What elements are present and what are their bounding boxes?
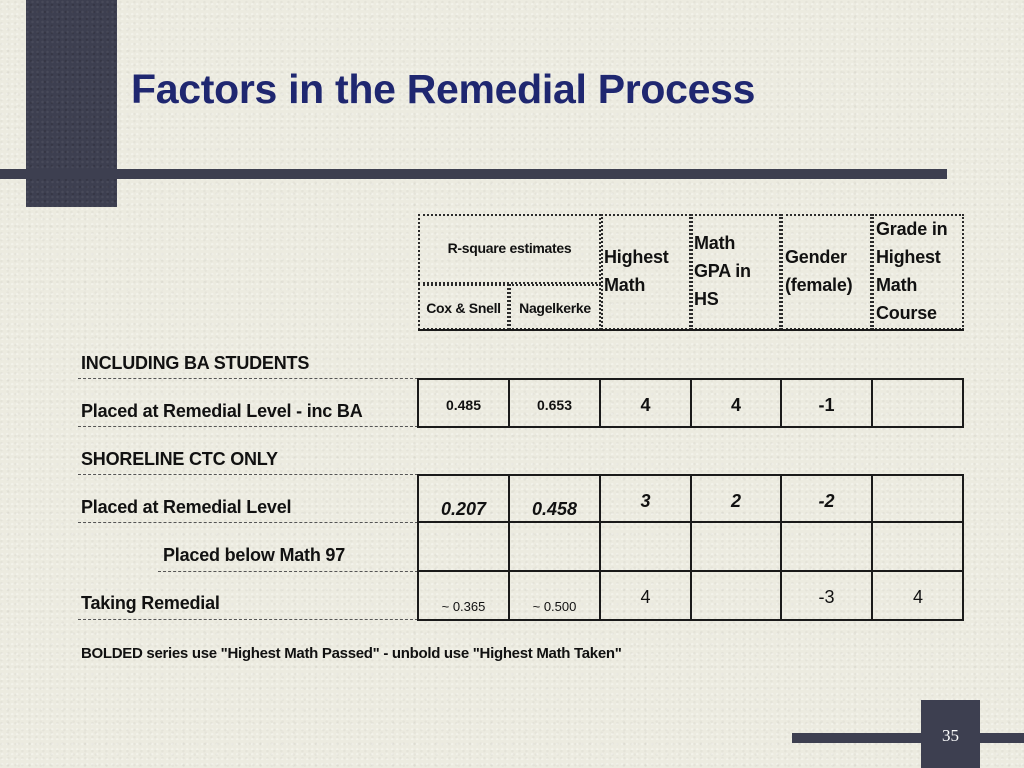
inc-ba-cox-snell: 0.485: [445, 397, 482, 413]
inc-ba-math-gpa: 4: [730, 395, 741, 415]
taking-remedial-grade: 4: [912, 587, 923, 607]
section-including-ba: INCLUDING BA STUDENTS: [81, 353, 310, 373]
decorative-bottom-bar: [792, 733, 1024, 743]
remedial-cox-snell: 0.207: [440, 499, 487, 519]
header-gender-line1: Gender: [785, 247, 847, 267]
row-rule: [78, 426, 418, 427]
header-highest-math-line1: Highest: [604, 247, 669, 267]
section-shoreline: SHORELINE CTC ONLY: [81, 449, 278, 469]
inc-ba-gender: -1: [818, 395, 835, 415]
remedial-math-gpa: 2: [730, 491, 741, 511]
header-grade-line3: Math: [876, 275, 918, 295]
remedial-gender: -2: [818, 491, 835, 511]
row-rule: [78, 474, 418, 475]
header-math-gpa-line1: Math: [694, 233, 736, 253]
taking-remedial-highest-math: 4: [640, 587, 651, 607]
row-label-inc-ba: Placed at Remedial Level - inc BA: [81, 401, 363, 421]
taking-remedial-nagelkerke: ~ 0.500: [532, 599, 577, 614]
header-bottom-rule: [418, 329, 964, 331]
decorative-top-bar: [0, 169, 947, 179]
header-cox-snell-label: Cox & Snell: [426, 300, 501, 316]
taking-remedial-cox-snell: ~ 0.365: [441, 599, 486, 614]
header-grade-line4: Course: [876, 303, 937, 323]
remedial-highest-math: 3: [640, 491, 651, 511]
page-number: 35: [942, 726, 959, 745]
slide-title: Factors in the Remedial Process: [131, 66, 756, 112]
header-grade-line1: Grade in: [876, 219, 948, 239]
taking-remedial-gender: -3: [818, 587, 835, 607]
row-rule: [78, 522, 418, 523]
header-math-gpa-line3: HS: [694, 289, 719, 309]
row-rule: [78, 619, 418, 620]
remedial-nagelkerke: 0.458: [531, 499, 578, 519]
row-rule: [158, 571, 418, 572]
header-grade-line2: Highest: [876, 247, 941, 267]
footnote: BOLDED series use "Highest Math Passed" - unbold use "Highest Math Taken": [81, 645, 622, 662]
header-math-gpa-line2: GPA in: [694, 261, 751, 281]
row-label-taking-remedial: Taking Remedial: [81, 593, 220, 613]
inc-ba-highest-math: 4: [640, 395, 651, 415]
row-rule: [78, 378, 418, 379]
header-nagelkerke-label: Nagelkerke: [519, 300, 591, 316]
header-highest-math-line2: Math: [604, 275, 646, 295]
header-gender-line2: (female): [785, 275, 853, 295]
inc-ba-nagelkerke: 0.653: [536, 397, 573, 413]
row-label-remedial-level: Placed at Remedial Level: [81, 497, 292, 517]
row-label-below-math97: Placed below Math 97: [163, 545, 346, 565]
header-rsquare-label: R-square estimates: [447, 240, 572, 256]
